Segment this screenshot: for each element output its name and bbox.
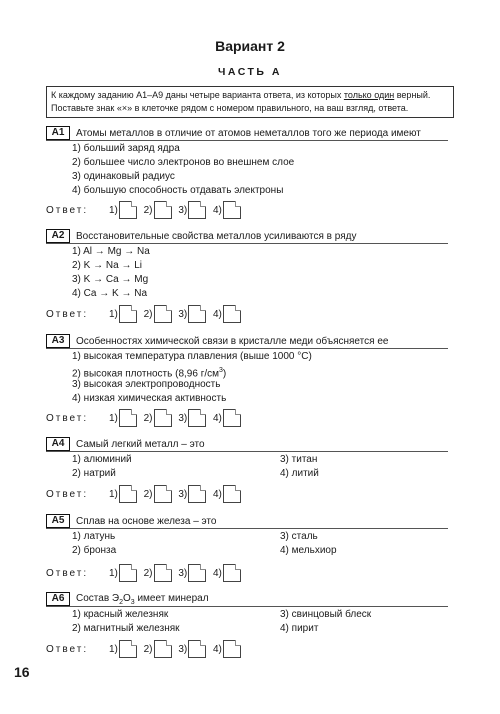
task-question: Сплав на основе железа – это	[76, 515, 217, 527]
answer-checkbox-1[interactable]	[119, 640, 137, 658]
task-a5-option-2: 2) бронза	[72, 545, 117, 556]
answer-checkbox-4[interactable]	[223, 640, 241, 658]
answer-checkbox-4[interactable]	[223, 485, 241, 503]
answer-number: 4)	[213, 643, 222, 655]
task-a5-header	[46, 514, 216, 528]
task-a1-option-4: 4) большую способность отдавать электроны	[72, 185, 284, 196]
question-text-post: имеет минерал	[134, 592, 209, 604]
task-a6-option-4: 4) пирит	[280, 623, 319, 634]
instructions-text-pre: К каждому заданию А1–А9 даны четыре варианта ответа, из которых	[51, 90, 344, 100]
page-number: 16	[14, 664, 30, 680]
task-number: А2	[46, 229, 70, 243]
answer-checkbox-1[interactable]	[119, 409, 137, 427]
task-a4-option-1: 1) алюминий	[72, 454, 132, 465]
answer-checkbox-4[interactable]	[223, 409, 241, 427]
task-divider	[46, 348, 448, 349]
task-a6-option-2: 2) магнитный железняк	[72, 623, 180, 634]
answer-number: 2)	[143, 412, 153, 424]
task-number: А6	[46, 592, 70, 606]
task-a3-option-3: 3) высокая электропроводность	[72, 379, 221, 390]
answer-number: 4)	[213, 567, 222, 579]
question-text-pre: Состав Э	[76, 592, 120, 604]
answer-number: 1)	[108, 643, 118, 655]
answer-number: 4)	[213, 204, 222, 216]
task-number: А3	[46, 334, 70, 348]
answer-checkbox-1[interactable]	[119, 305, 137, 323]
formula-subscript: 2	[119, 598, 123, 606]
answer-checkbox-1[interactable]	[119, 564, 137, 582]
task-a2-option-3: 3) K → Ca → Mg	[72, 274, 149, 285]
task-a6-option-3: 3) свинцовый блеск	[280, 609, 372, 620]
answer-number: 3)	[178, 567, 188, 579]
task-a6-header	[46, 592, 209, 606]
answer-number: 4)	[213, 488, 222, 500]
task-a1-option-3: 3) одинаковый радиус	[72, 171, 175, 182]
answer-checkbox-3[interactable]	[188, 305, 206, 323]
task-a1-answer-row	[46, 201, 245, 217]
instructions-box	[46, 86, 454, 118]
task-a3-answer-row	[46, 409, 245, 425]
answer-label: Ответ:	[46, 488, 89, 500]
task-a4-option-3: 3) титан	[280, 454, 318, 465]
task-a2-option-1: 1) Al → Mg → Na	[72, 246, 150, 257]
option-text-end: )	[222, 368, 227, 380]
task-divider	[46, 528, 448, 529]
answer-checkbox-2[interactable]	[154, 201, 172, 219]
task-a3-option-4: 4) низкая химическая активность	[72, 393, 227, 404]
task-a2-option-2: 2) K → Na → Li	[72, 260, 143, 271]
answer-label: Ответ:	[46, 567, 89, 579]
task-question: Восстановительные свойства металлов усиливаются в ряду	[76, 230, 357, 242]
part-title: ЧАСТЬ А	[218, 66, 282, 78]
answer-number: 4)	[213, 412, 222, 424]
task-a2-option-4: 4) Ca → K → Na	[72, 288, 148, 299]
task-divider	[46, 451, 448, 452]
task-a2-answer-row	[46, 305, 245, 321]
answer-number: 1)	[108, 567, 118, 579]
task-a4-answer-row	[46, 485, 245, 501]
answer-label: Ответ:	[46, 412, 89, 424]
task-a1-option-1: 1) больший заряд ядра	[72, 143, 180, 154]
answer-number: 3)	[178, 412, 188, 424]
answer-number: 4)	[213, 308, 222, 320]
task-a6-option-1: 1) красный железняк	[72, 609, 169, 620]
task-a2-header	[46, 229, 356, 243]
task-a1-header	[46, 126, 421, 140]
task-a3-header	[46, 334, 388, 348]
option-text: 2) высокая плотность (8,96 г/см	[72, 368, 220, 380]
answer-checkbox-3[interactable]	[188, 201, 206, 219]
task-a6-answer-row	[46, 640, 245, 656]
task-divider	[46, 606, 448, 607]
option-superscript: 3	[219, 367, 223, 374]
answer-label: Ответ:	[46, 643, 89, 655]
answer-checkbox-1[interactable]	[119, 201, 137, 219]
task-number: А5	[46, 514, 70, 528]
task-a3-option-1: 1) высокая температура плавления (выше 1000 °С)	[72, 351, 312, 362]
question-text-mid: O	[123, 592, 131, 604]
task-question: Атомы металлов в отличие от атомов неметаллов того же периода имеют	[76, 127, 421, 139]
task-a5-option-4: 4) мельхиор	[280, 545, 337, 556]
answer-checkbox-2[interactable]	[154, 564, 172, 582]
task-divider	[46, 243, 448, 244]
answer-number: 2)	[143, 567, 153, 579]
formula-subscript: 3	[130, 598, 135, 606]
task-a5-option-1: 1) латунь	[72, 531, 116, 542]
answer-number: 2)	[143, 643, 153, 655]
answer-number: 2)	[143, 488, 153, 500]
answer-number: 1)	[108, 204, 118, 216]
variant-title: Вариант 2	[215, 38, 285, 54]
answer-number: 2)	[143, 204, 153, 216]
answer-number: 3)	[178, 204, 188, 216]
answer-checkbox-2[interactable]	[154, 485, 172, 503]
answer-number: 1)	[108, 308, 118, 320]
answer-number: 1)	[108, 488, 118, 500]
task-a4-option-2: 2) натрий	[72, 468, 116, 479]
answer-number: 3)	[178, 308, 188, 320]
answer-checkbox-3[interactable]	[188, 640, 206, 658]
task-a5-option-3: 3) сталь	[280, 531, 318, 542]
answer-checkbox-2[interactable]	[154, 640, 172, 658]
task-divider	[46, 140, 448, 141]
answer-label: Ответ:	[46, 308, 89, 320]
task-a5-answer-row	[46, 564, 245, 580]
answer-number: 3)	[178, 643, 188, 655]
task-question: Самый легкий металл – это	[76, 438, 205, 450]
instructions-text-post: верный. Поставьте знак «×» в клеточке рядом с номером правильного, на ваш взгляд, ответа.	[51, 90, 431, 113]
instructions-text-underlined: только один	[343, 90, 395, 100]
task-a1-option-2: 2) большее число электронов во внешнем слое	[72, 157, 295, 168]
answer-checkbox-4[interactable]	[223, 201, 241, 219]
task-question: Особенностях химической связи в кристалле меди объясняется ее	[76, 335, 389, 347]
task-number: А4	[46, 437, 70, 451]
answer-label: Ответ:	[46, 204, 89, 216]
answer-number: 3)	[178, 488, 188, 500]
answer-checkbox-3[interactable]	[188, 409, 206, 427]
answer-checkbox-3[interactable]	[188, 564, 206, 582]
answer-checkbox-2[interactable]	[154, 409, 172, 427]
answer-number: 1)	[108, 412, 118, 424]
answer-checkbox-4[interactable]	[223, 564, 241, 582]
answer-checkbox-3[interactable]	[188, 485, 206, 503]
answer-checkbox-1[interactable]	[119, 485, 137, 503]
answer-checkbox-2[interactable]	[154, 305, 172, 323]
answer-number: 2)	[143, 308, 153, 320]
answer-checkbox-4[interactable]	[223, 305, 241, 323]
task-a4-header	[46, 437, 205, 451]
task-question	[76, 593, 209, 606]
task-number: А1	[46, 126, 70, 140]
task-a4-option-4: 4) литий	[280, 468, 319, 479]
